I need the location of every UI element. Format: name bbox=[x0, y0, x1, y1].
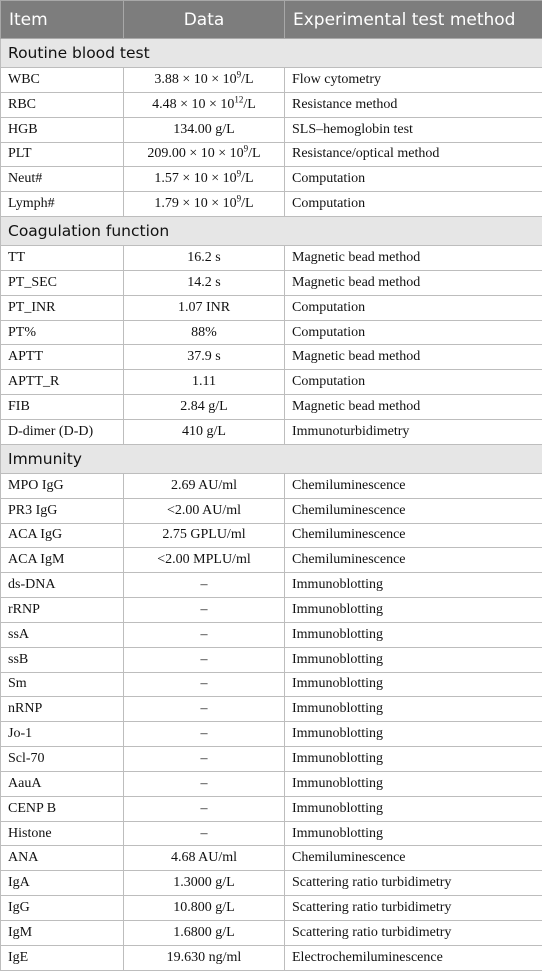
cell-data bbox=[124, 722, 285, 747]
value-text: 1.57 × 10 × 10 bbox=[154, 171, 237, 187]
cell-data bbox=[124, 419, 285, 444]
cell-item: rRNP bbox=[1, 598, 124, 623]
cell-data bbox=[124, 345, 285, 370]
value-text: 2.84 g/L bbox=[180, 399, 228, 415]
value-unit: /L bbox=[243, 96, 256, 112]
cell-item: IgM bbox=[1, 921, 124, 946]
cell-method: Chemiluminescence bbox=[285, 498, 542, 523]
value-text: 10.800 g/L bbox=[173, 900, 235, 916]
cell-method: Resistance method bbox=[285, 92, 542, 117]
value-text: 16.2 s bbox=[187, 249, 221, 265]
cell-data bbox=[124, 573, 285, 598]
header-data: Data bbox=[124, 1, 285, 39]
cell-method: Computation bbox=[285, 320, 542, 345]
cell-data bbox=[124, 697, 285, 722]
table-row bbox=[1, 320, 542, 345]
value-text: 1.6800 g/L bbox=[173, 924, 235, 940]
section-row bbox=[1, 39, 542, 68]
value-text: 4.68 AU/ml bbox=[170, 850, 238, 866]
header-method: Experimental test method bbox=[285, 1, 542, 39]
section-title: Routine blood test bbox=[1, 39, 542, 68]
cell-item: Scl-70 bbox=[1, 747, 124, 772]
cell-data bbox=[124, 871, 285, 896]
value-text: – bbox=[200, 825, 208, 841]
cell-item: CENP B bbox=[1, 796, 124, 821]
cell-item: D-dimer (D-D) bbox=[1, 419, 124, 444]
value-unit: /L bbox=[241, 71, 254, 87]
cell-data bbox=[124, 473, 285, 498]
value-text: 2.69 AU/ml bbox=[170, 477, 238, 493]
cell-method: Immunoblotting bbox=[285, 573, 542, 598]
cell-method: Chemiluminescence bbox=[285, 473, 542, 498]
value-text: – bbox=[200, 601, 208, 617]
cell-data bbox=[124, 142, 285, 167]
cell-method: Immunoturbidimetry bbox=[285, 419, 542, 444]
cell-method: Immunoblotting bbox=[285, 821, 542, 846]
cell-method: Scattering ratio turbidimetry bbox=[285, 921, 542, 946]
value-text: 14.2 s bbox=[187, 274, 221, 290]
value-text: <2.00 AU/ml bbox=[166, 502, 241, 518]
cell-method: Immunoblotting bbox=[285, 796, 542, 821]
cell-data bbox=[124, 846, 285, 871]
cell-data bbox=[124, 821, 285, 846]
value-text: – bbox=[200, 726, 208, 742]
cell-item: nRNP bbox=[1, 697, 124, 722]
cell-method: Computation bbox=[285, 192, 542, 217]
value-text: 1.07 INR bbox=[177, 299, 231, 315]
table-row bbox=[1, 246, 542, 271]
cell-item: Histone bbox=[1, 821, 124, 846]
cell-data bbox=[124, 192, 285, 217]
value-text: 4.48 × 10 × 10 bbox=[152, 96, 235, 112]
table-row bbox=[1, 370, 542, 395]
table-row bbox=[1, 117, 542, 142]
cell-item: RBC bbox=[1, 92, 124, 117]
cell-method: Computation bbox=[285, 370, 542, 395]
header-row bbox=[1, 1, 542, 39]
table-row bbox=[1, 270, 542, 295]
cell-item: ACA IgM bbox=[1, 548, 124, 573]
cell-item: APTT bbox=[1, 345, 124, 370]
value-text: – bbox=[200, 626, 208, 642]
section-row bbox=[1, 217, 542, 246]
cell-data bbox=[124, 523, 285, 548]
table-row bbox=[1, 573, 542, 598]
cell-data bbox=[124, 647, 285, 672]
cell-item: ANA bbox=[1, 846, 124, 871]
value-exponent: 12 bbox=[234, 94, 244, 105]
cell-data bbox=[124, 320, 285, 345]
cell-data bbox=[124, 945, 285, 970]
value-unit: /L bbox=[241, 196, 254, 212]
cell-data bbox=[124, 295, 285, 320]
cell-data bbox=[124, 246, 285, 271]
cell-item: IgA bbox=[1, 871, 124, 896]
cell-data bbox=[124, 92, 285, 117]
cell-data bbox=[124, 370, 285, 395]
table-row bbox=[1, 697, 542, 722]
value-text: 410 g/L bbox=[182, 423, 226, 439]
value-text: 19.630 ng/ml bbox=[166, 949, 242, 965]
cell-data bbox=[124, 167, 285, 192]
table-row bbox=[1, 92, 542, 117]
cell-method: Immunoblotting bbox=[285, 697, 542, 722]
cell-item: Neut# bbox=[1, 167, 124, 192]
cell-method: Immunoblotting bbox=[285, 647, 542, 672]
cell-method: Immunoblotting bbox=[285, 722, 542, 747]
table-body bbox=[1, 39, 542, 971]
cell-data bbox=[124, 598, 285, 623]
value-exponent: 9 bbox=[236, 168, 242, 179]
table-row bbox=[1, 771, 542, 796]
value-text: 209.00 × 10 × 10 bbox=[147, 146, 244, 162]
cell-item: PT_INR bbox=[1, 295, 124, 320]
value-exponent: 9 bbox=[236, 193, 242, 204]
cell-method: Chemiluminescence bbox=[285, 846, 542, 871]
cell-method: Computation bbox=[285, 167, 542, 192]
table-row bbox=[1, 473, 542, 498]
value-text: 88% bbox=[191, 324, 217, 340]
table-row bbox=[1, 871, 542, 896]
cell-data bbox=[124, 771, 285, 796]
value-text: 37.9 s bbox=[187, 349, 221, 365]
table-row bbox=[1, 672, 542, 697]
cell-item: ACA IgG bbox=[1, 523, 124, 548]
cell-data bbox=[124, 117, 285, 142]
cell-item: WBC bbox=[1, 68, 124, 93]
section-row bbox=[1, 444, 542, 473]
cell-method: Magnetic bead method bbox=[285, 246, 542, 271]
table-row bbox=[1, 523, 542, 548]
cell-method: Immunoblotting bbox=[285, 598, 542, 623]
cell-item: AauA bbox=[1, 771, 124, 796]
table-row bbox=[1, 192, 542, 217]
table-row bbox=[1, 345, 542, 370]
table-row bbox=[1, 142, 542, 167]
cell-item: APTT_R bbox=[1, 370, 124, 395]
cell-data bbox=[124, 896, 285, 921]
cell-data bbox=[124, 796, 285, 821]
section-title: Coagulation function bbox=[1, 217, 542, 246]
cell-data bbox=[124, 548, 285, 573]
cell-data bbox=[124, 68, 285, 93]
table-row bbox=[1, 498, 542, 523]
section-title: Immunity bbox=[1, 444, 542, 473]
cell-item: ssA bbox=[1, 622, 124, 647]
value-text: – bbox=[200, 800, 208, 816]
value-text: 134.00 g/L bbox=[173, 121, 235, 137]
table-row bbox=[1, 395, 542, 420]
cell-item: IgE bbox=[1, 945, 124, 970]
table-row bbox=[1, 68, 542, 93]
cell-method: Scattering ratio turbidimetry bbox=[285, 896, 542, 921]
table-row bbox=[1, 548, 542, 573]
cell-method: Magnetic bead method bbox=[285, 395, 542, 420]
table-row bbox=[1, 821, 542, 846]
table-row bbox=[1, 295, 542, 320]
cell-method: Computation bbox=[285, 295, 542, 320]
value-text: 1.79 × 10 × 10 bbox=[154, 196, 237, 212]
cell-method: Chemiluminescence bbox=[285, 548, 542, 573]
cell-method: Magnetic bead method bbox=[285, 270, 542, 295]
table-row bbox=[1, 598, 542, 623]
cell-item: PT_SEC bbox=[1, 270, 124, 295]
cell-method: Resistance/optical method bbox=[285, 142, 542, 167]
cell-item: HGB bbox=[1, 117, 124, 142]
value-exponent: 9 bbox=[236, 69, 242, 80]
value-text: – bbox=[200, 577, 208, 593]
table-row bbox=[1, 419, 542, 444]
table-row bbox=[1, 796, 542, 821]
table-row bbox=[1, 896, 542, 921]
value-text: – bbox=[200, 751, 208, 767]
value-text: 2.75 GPLU/ml bbox=[162, 527, 246, 543]
cell-method: Scattering ratio turbidimetry bbox=[285, 871, 542, 896]
table-row bbox=[1, 921, 542, 946]
cell-method: Magnetic bead method bbox=[285, 345, 542, 370]
value-text: 1.3000 g/L bbox=[173, 875, 235, 891]
cell-item: ssB bbox=[1, 647, 124, 672]
cell-data bbox=[124, 921, 285, 946]
value-text: – bbox=[200, 701, 208, 717]
cell-method: Immunoblotting bbox=[285, 771, 542, 796]
cell-item: TT bbox=[1, 246, 124, 271]
cell-item: IgG bbox=[1, 896, 124, 921]
value-text: 1.11 bbox=[192, 374, 216, 390]
value-text: <2.00 MPLU/ml bbox=[157, 552, 251, 568]
table-row bbox=[1, 747, 542, 772]
cell-method: Immunoblotting bbox=[285, 622, 542, 647]
table-row bbox=[1, 846, 542, 871]
cell-data bbox=[124, 498, 285, 523]
cell-item: ds-DNA bbox=[1, 573, 124, 598]
table-row bbox=[1, 167, 542, 192]
table-row bbox=[1, 622, 542, 647]
cell-data bbox=[124, 747, 285, 772]
cell-item: PT% bbox=[1, 320, 124, 345]
cell-item: FIB bbox=[1, 395, 124, 420]
table-row bbox=[1, 722, 542, 747]
value-unit: /L bbox=[248, 146, 261, 162]
cell-method: Electrochemiluminescence bbox=[285, 945, 542, 970]
value-text: – bbox=[200, 651, 208, 667]
value-exponent: 9 bbox=[243, 143, 249, 154]
cell-item: Lymph# bbox=[1, 192, 124, 217]
cell-data bbox=[124, 622, 285, 647]
cell-method: Immunoblotting bbox=[285, 747, 542, 772]
cell-item: Jo-1 bbox=[1, 722, 124, 747]
value-text: 3.88 × 10 × 10 bbox=[154, 71, 237, 87]
cell-data bbox=[124, 270, 285, 295]
value-text: – bbox=[200, 775, 208, 791]
value-text: – bbox=[200, 676, 208, 692]
cell-item: PLT bbox=[1, 142, 124, 167]
cell-method: SLS–hemoglobin test bbox=[285, 117, 542, 142]
table-row bbox=[1, 647, 542, 672]
value-unit: /L bbox=[241, 171, 254, 187]
table-row bbox=[1, 945, 542, 970]
cell-item: PR3 IgG bbox=[1, 498, 124, 523]
cell-data bbox=[124, 672, 285, 697]
cell-data bbox=[124, 395, 285, 420]
cell-method: Flow cytometry bbox=[285, 68, 542, 93]
cell-method: Immunoblotting bbox=[285, 672, 542, 697]
cell-method: Chemiluminescence bbox=[285, 523, 542, 548]
header-item: Item bbox=[1, 1, 124, 39]
cell-item: Sm bbox=[1, 672, 124, 697]
cell-item: MPO IgG bbox=[1, 473, 124, 498]
